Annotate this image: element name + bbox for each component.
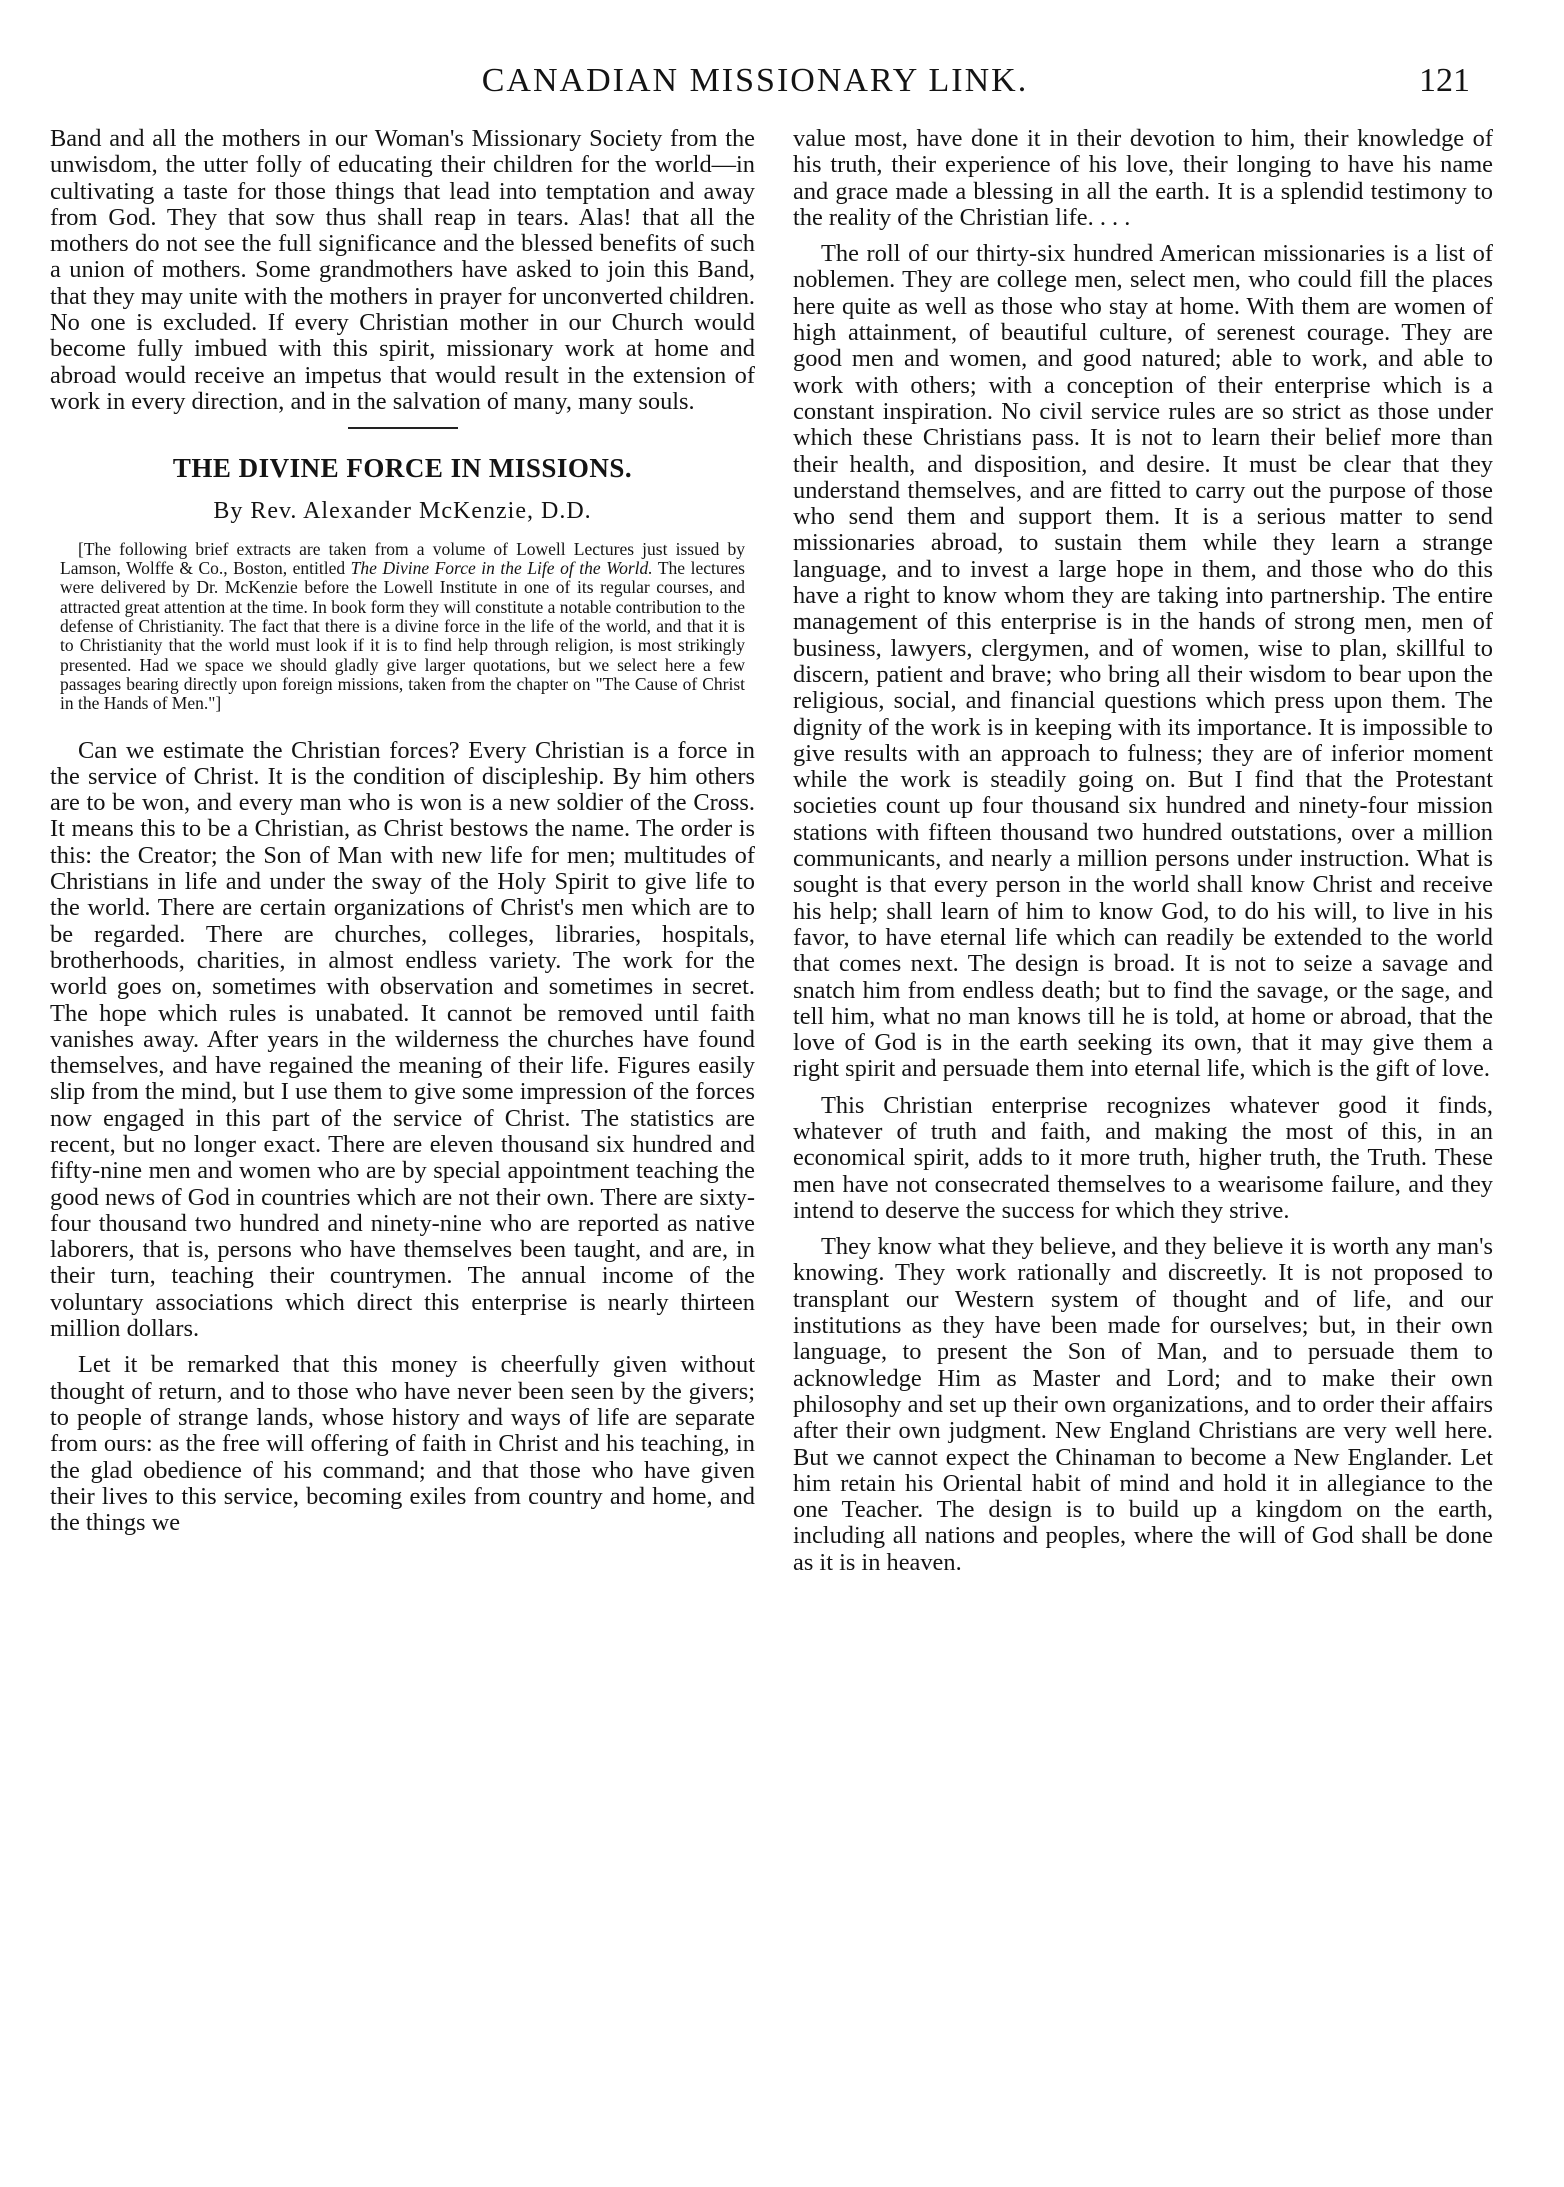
left-column [50, 126, 755, 1546]
continued-paragraph: value most, have done it in their devotion to him, their knowledge of his truth, their experience of his love, their longing to have his name and grace made a blessing in all the earth. It is a splendid testimony to the reality of the Christian life. . . . [793, 125, 1493, 231]
right-column [793, 126, 1493, 1586]
running-title: CANADIAN MISSIONARY LINK. [481, 62, 1029, 99]
section-divider [348, 427, 458, 429]
article-title: THE DIVINE FORCE IN MISSIONS. [172, 453, 633, 484]
editor-note-text-1: [The following brief extracts are taken from a volume of Lowell Lectures just issued by Lamson, Wolffe & Co., Boston, entitled [60, 538, 745, 579]
body-paragraph: They know what they believe, and they believe it is worth any man's knowing. They work rationally and discreetly. It is not proposed to transplant our Western system of thought and of life, and our institutions as they have been made for ourselves; but, in their own language, to present the Son of Man, and to persuade them to acknowledge Him as Master and Lord; and to make their own philosophy and set up their own organizations, and to order their affairs after their own judgment. New England Christians are very well here. But we cannot expect the Chinaman to become a New Englander. Let him retain his Oriental habit of mind and hold it in allegiance to the one Teacher. The design is to build up a kingdom on the earth, including all nations and peoples, where the will of God shall be done as it is in heaven. [793, 1233, 1493, 1576]
editor-note-text-2: The lectures were delivered by Dr. McKenzie before the Lowell Institute in one of its regular courses, and attracted great attention at the time. In book form they will constitute a notable contribution to the defense of Christianity. The fact that there is a divine force in the life of the world, and that it is to Christianity that the world must look if it is to find help through religion, is most strikingly presented. Had we space we should gladly give larger quotations, but we select here a few passages bearing directly upon foreign missions, taken from the chapter on "The Cause of Christ in the Hands of Men."] [60, 558, 745, 714]
opening-paragraph: Band and all the mothers in our Woman's Missionary Society from the unwisdom, the utter folly of educating their children for the world—in cultivating a taste for those things that lead into temptation and away from God. They that sow thus shall reap in tears. Alas! that all the mothers do not see the full significance and the blessed benefits of such a union of mothers. Some grandmothers have asked to join this Band, that they may unite with the mothers in prayer for unconverted children. No one is excluded. If every Christian mother in our Church would become fully imbued with this spirit, missionary work at home and abroad would receive an impetus that would result in the extension of work in every direction, and in the salvation of many, many souls. [50, 125, 755, 415]
editor-note [60, 540, 745, 714]
body-paragraph: Can we estimate the Christian forces? Every Christian is a force in the service of Christ. It is the condition of discipleship. By him others are to be won, and every man who is won is a new soldier of the Cross. It means this to be a Christian, as Christ bestows the name. The order is this: the Creator; the Son of Man with new life for men; multitudes of Christians in life and under the sway of the Holy Spirit to give life to the world. There are certain organizations of Christ's men which are to be regarded. There are churches, colleges, libraries, hospitals, brotherhoods, charities, in almost endless variety. The work for the world goes on, sometimes with observation and sometimes in secret. The hope which rules is unabated. It cannot be removed until faith vanishes away. After years in the wilderness the churches have found themselves, and have regained the meaning of their life. Figures easily slip from the mind, but I use them to give some impression of the forces now engaged in this part of the service of Christ. The statistics are recent, but no longer exact. There are eleven thousand six hundred and fifty-nine men and women who are by special appointment teaching the good news of God in countries which are not their own. There are sixty-four thousand two hundred and ninety-nine who are reported as native laborers, that is, persons who have themselves been taught, and are, in their turn, teaching their countrymen. The annual income of the voluntary associations which direct this enterprise is nearly thirteen million dollars. [50, 736, 755, 1343]
page-number: 121 [1419, 62, 1470, 99]
body-paragraph: This Christian enterprise recognizes whatever good it finds, whatever of truth and faith, and making the most of this, in an economical spirit, adds to it more truth, higher truth, the Truth. These men have not consecrated themselves to a wearisome failure, and they intend to deserve the success for which they strive. [793, 1091, 1493, 1224]
article-byline: By Rev. Alexander McKenzie, D.D. [213, 497, 592, 524]
body-paragraph: Let it be remarked that this money is cheerfully given without thought of return, and to those who have never been seen by the givers; to people of strange lands, whose history and ways of life are separate from ours: as the free will offering of faith in Christ and his teaching, in the glad obedience of his command; and that those who have given their lives to this service, becoming exiles from country and home, and the things we [50, 1351, 755, 1537]
body-paragraph: The roll of our thirty-six hundred American missionaries is a list of noblemen. They are college men, select men, who could fill the places here quite as well as those who stay at home. With them are women of high attainment, of beautiful culture, of serenest courage. They are good men and women, and good natured; able to work, and able to work with others; with a conception of their enterprise which is a constant inspiration. No civil service rules are so strict as those under which these Christians pass. It is not to learn their belief more than their health, and disposition, and desire. It must be clear that they understand themselves, and are fitted to carry out the purpose of those who send them and support them. It is a serious matter to send missionaries abroad, to sustain them while they learn a strange language, and to invest a large hope in them, and those who do this have a right to know whom they are taking into partnership. The entire management of this enterprise is in the hands of strong men, men of business, lawyers, clergymen, and of women, wise to plan, skillful to discern, patient and brave; who bring all their wisdom to bear upon the religious, social, and financial questions which press upon them. The dignity of the work is in keeping with its importance. It is impossible to give results with an approach to fulness; they are of inferior moment while the work is steadily going on. But I find that the Protestant societies count up four thousand six hundred and ninety-four mission stations with fifteen thousand two hundred outstations, over a million communicants, and nearly a million persons under instruction. What is sought is that every person in the world shall know Christ and receive his help; shall learn of him to know God, to do his will, to live in his favor, to have eternal life which can readily be extended to the world that comes next. The design is broad. It is not to seize a savage and snatch him from endless death; but to find the savage, or the sage, and tell him, what no man knows till he is told, at home or abroad, that the love of God is in the earth seeking its own, that it may give them a right spirit and persuade them into eternal life, which is the gift of love. [793, 240, 1493, 1083]
page-header [40, 62, 1470, 112]
editor-note-book-title: The Divine Force in the Life of the World. [350, 558, 653, 579]
